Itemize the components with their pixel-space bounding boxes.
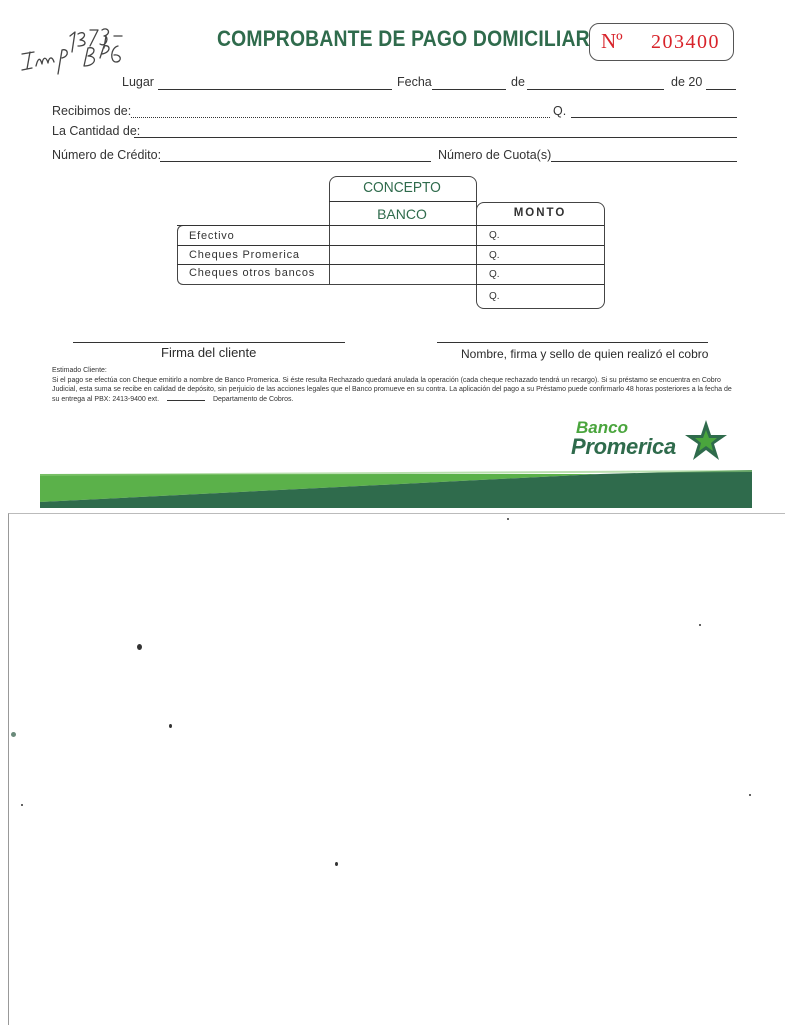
monto-q-efectivo: Q. <box>489 230 500 241</box>
fecha-line[interactable] <box>432 89 506 90</box>
blank-sheet <box>8 513 785 1025</box>
month-line[interactable] <box>527 89 664 90</box>
monto-q-cheques-promerica: Q. <box>489 250 500 261</box>
table-row-line-3 <box>177 264 604 265</box>
promerica-star-icon <box>683 418 729 464</box>
receipt-number: 203400 <box>651 31 720 53</box>
logo-banco-text: Banco <box>576 418 628 437</box>
logo-promerica-text: Promerica <box>571 434 676 459</box>
recibimos-line[interactable] <box>131 117 550 118</box>
notice-department: Departamento de Cobros. <box>212 395 294 403</box>
fecha-label: Fecha <box>397 75 432 89</box>
table-row-line-2 <box>177 245 604 246</box>
receipt-number-box <box>589 23 734 61</box>
cuota-line[interactable] <box>551 161 737 162</box>
row-label-efectivo: Efectivo <box>189 230 235 242</box>
credito-label: Número de Crédito: <box>52 148 162 162</box>
customer-notice <box>52 366 738 404</box>
client-signature-label: Firma del cliente <box>161 345 257 360</box>
receipt-number-label: Nº <box>601 29 623 53</box>
table-row-line-1 <box>177 225 604 226</box>
de-label: de <box>511 75 525 89</box>
concepto-header: CONCEPTO <box>363 180 441 196</box>
monto-q-cheques-otros: Q. <box>489 269 500 280</box>
banco-header: BANCO <box>377 206 427 222</box>
collector-signature-label: Nombre, firma y sello de quien realizó el cobro <box>461 347 709 361</box>
client-signature-line[interactable] <box>73 342 345 343</box>
form-title: COMPROBANTE DE PAGO DOMICILIAR <box>217 26 590 51</box>
monto-header: MONTO <box>513 207 567 219</box>
cuota-label: Número de Cuota(s) <box>438 148 552 162</box>
amount-line[interactable] <box>571 117 737 118</box>
lugar-line[interactable] <box>158 89 392 90</box>
extension-line[interactable] <box>167 400 205 401</box>
row-label-cheques-otros: Cheques otros bancos <box>189 267 316 279</box>
notice-heading: Estimado Cliente: <box>52 367 107 374</box>
recibimos-label: Recibimos de: <box>52 104 132 118</box>
year-line[interactable] <box>706 89 736 90</box>
cantidad-label: La Cantidad de: <box>52 124 141 138</box>
cantidad-line[interactable] <box>134 137 737 138</box>
monto-q-total: Q. <box>489 291 500 302</box>
amount-q-label: Q. <box>553 104 567 118</box>
concept-divider <box>329 201 476 202</box>
lugar-label: Lugar <box>122 75 154 89</box>
green-band <box>40 466 752 508</box>
handwritten-note <box>18 8 128 78</box>
collector-signature-line[interactable] <box>437 342 708 343</box>
table-row-line-4 <box>476 284 604 285</box>
notice-body: Si el pago se efectúa con Cheque emitirlo a nombre de Banco Promerica. Si éste resulta Rechazado quedará anulada la operación (cada cheque rechazado tendrá un recargo). Si su préstamo se encuentra en Cobro Judicial, esta suma se recibe en calidad de depósito, sin perjuicio de las acciones legales que el Banco promueve en su contra. La aplicación del pago a su Préstamo puede confirmarlo 48 horas posteriores a la fecha de su entrega al PBX: 2413-9400 ext. <box>52 376 732 403</box>
credito-line[interactable] <box>160 161 431 162</box>
year-label: de 20 <box>671 75 703 89</box>
row-label-cheques-promerica: Cheques Promerica <box>189 249 300 261</box>
